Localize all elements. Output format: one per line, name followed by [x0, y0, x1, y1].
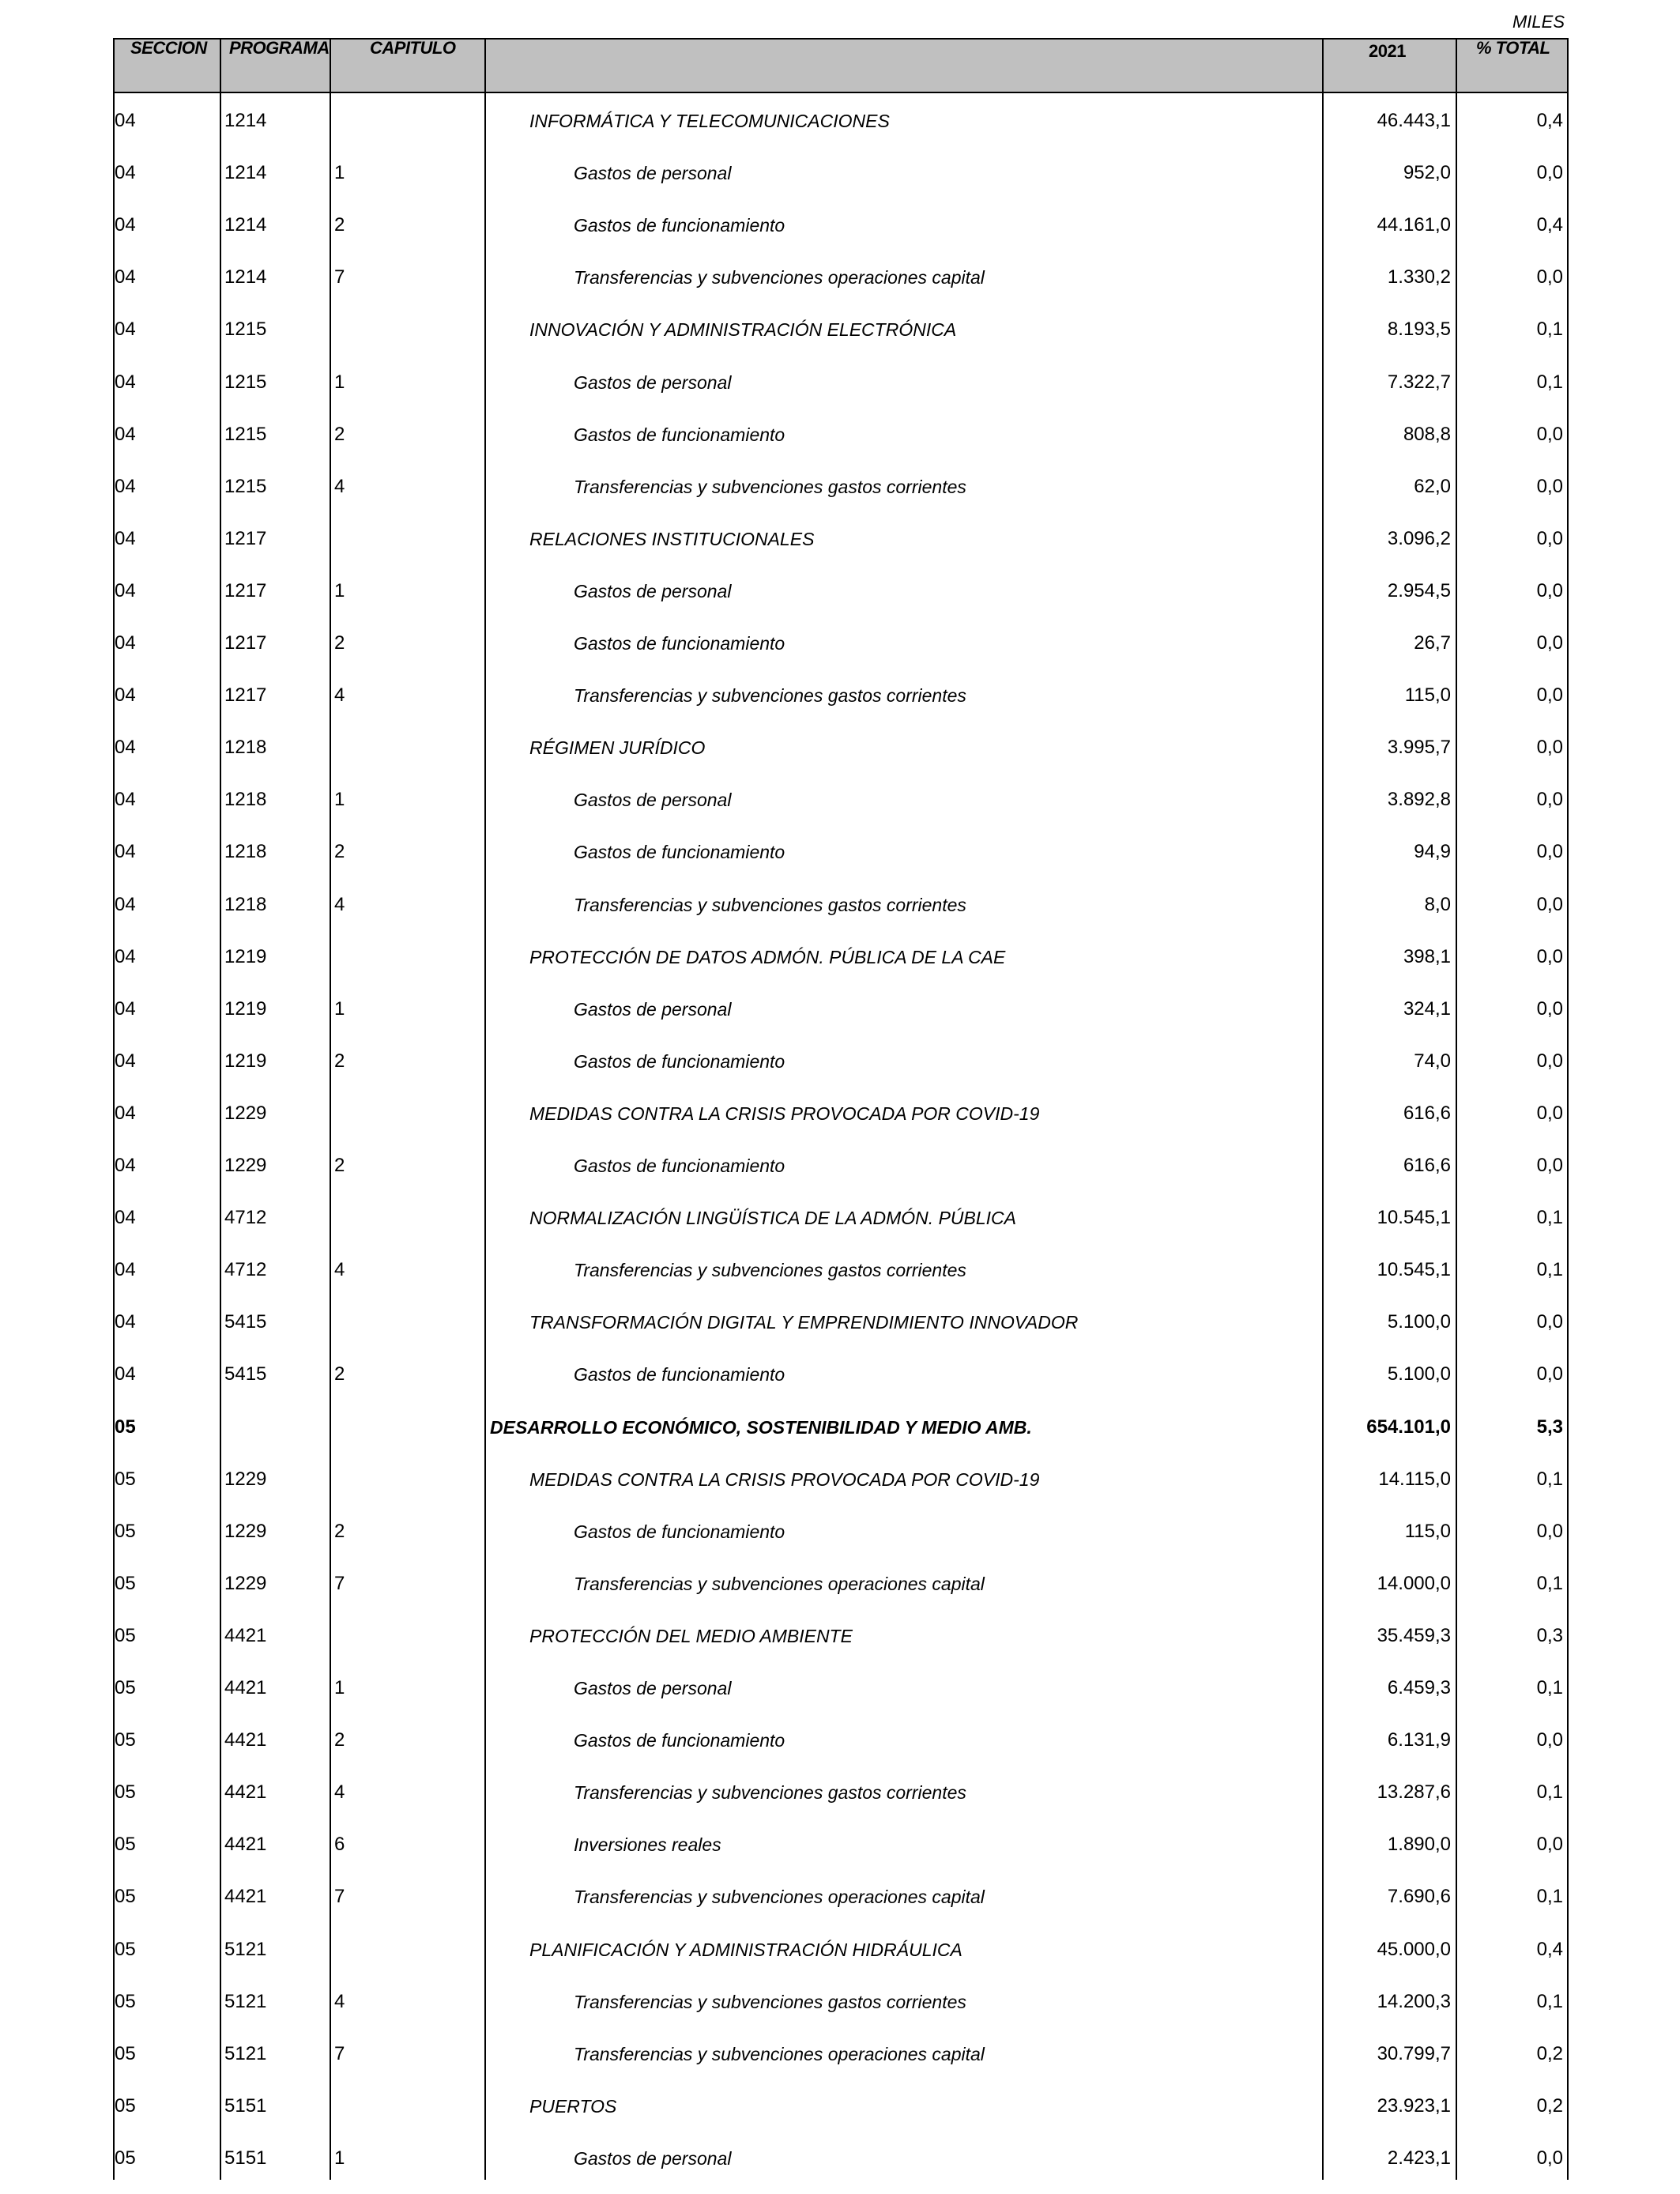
table-row: [0, 722, 1680, 774]
programa-cell: 4712: [224, 1259, 267, 1281]
capitulo-cell: 7: [334, 266, 345, 288]
table-row: [0, 1558, 1680, 1610]
amount-cell: 10.545,1: [1377, 1259, 1451, 1281]
header-capitulo: CAPITULO: [370, 38, 456, 58]
amount-cell: 35.459,3: [1377, 1624, 1451, 1646]
seccion-cell: 04: [115, 319, 136, 341]
programa-cell: 1215: [224, 371, 267, 393]
programa-cell: 5121: [224, 1990, 267, 2012]
seccion-cell: 04: [115, 162, 136, 184]
capitulo-cell: 2: [334, 1155, 345, 1176]
amount-cell: 6.459,3: [1387, 1677, 1451, 1698]
pct-total-cell: 0,0: [1536, 423, 1563, 445]
description-cell: RELACIONES INSTITUCIONALES: [529, 528, 815, 549]
capitulo-cell: 2: [334, 841, 345, 863]
pct-total-cell: 0,0: [1536, 1834, 1563, 1856]
pct-total-cell: 0,0: [1536, 945, 1563, 967]
pct-total-cell: 0,0: [1536, 632, 1563, 654]
description-cell: Gastos de funcionamiento: [574, 1155, 785, 1176]
capitulo-cell: 2: [334, 423, 345, 445]
table-row: [0, 1088, 1680, 1140]
amount-cell: 23.923,1: [1377, 2094, 1451, 2117]
description-cell: RÉGIMEN JURÍDICO: [529, 737, 706, 759]
table-row: [0, 251, 1680, 303]
amount-cell: 26,7: [1414, 632, 1451, 654]
programa-cell: 4421: [224, 1729, 267, 1751]
pct-total-cell: 0,0: [1536, 789, 1563, 811]
capitulo-cell: 1: [334, 2147, 345, 2169]
seccion-cell: 05: [115, 1834, 136, 1856]
programa-cell: 1217: [224, 684, 267, 707]
description-cell: Transferencias y subvenciones operaciones capital: [574, 1573, 985, 1594]
table-row: [0, 983, 1680, 1035]
programa-cell: 1218: [224, 893, 267, 915]
capitulo-cell: 4: [334, 893, 345, 915]
amount-cell: 10.545,1: [1377, 1207, 1451, 1229]
description-cell: Transferencias y subvenciones gastos corrientes: [574, 1991, 966, 2012]
description-cell: Inversiones reales: [574, 1834, 721, 1856]
header-pct-total: % TOTAL: [1476, 38, 1550, 58]
description-cell: Transferencias y subvenciones operaciones capital: [574, 2043, 985, 2064]
table-row: [0, 1140, 1680, 1192]
pct-total-cell: 5,3: [1536, 1416, 1563, 1438]
table-row: [0, 1296, 1680, 1348]
amount-cell: 5.100,0: [1387, 1363, 1451, 1385]
description-cell: Transferencias y subvenciones gastos corrientes: [574, 685, 966, 707]
table-header: [113, 38, 1569, 93]
seccion-cell: 04: [115, 1259, 136, 1281]
capitulo-cell: 4: [334, 1781, 345, 1804]
seccion-cell: 05: [115, 1624, 136, 1646]
pct-total-cell: 0,0: [1536, 527, 1563, 549]
pct-total-cell: 0,0: [1536, 893, 1563, 915]
amount-cell: 1.330,2: [1387, 266, 1451, 288]
seccion-cell: 04: [115, 1050, 136, 1072]
table-row: [0, 826, 1680, 878]
programa-cell: 1229: [224, 1102, 267, 1124]
pct-total-cell: 0,1: [1536, 319, 1563, 341]
description-cell: Gastos de funcionamiento: [574, 424, 785, 445]
description-cell: Transferencias y subvenciones gastos corrientes: [574, 476, 966, 497]
capitulo-cell: 2: [334, 1050, 345, 1072]
description-cell: PROTECCIÓN DE DATOS ADMÓN. PÚBLICA DE LA CAE: [529, 946, 1006, 967]
description-cell: PROTECCIÓN DEL MEDIO AMBIENTE: [529, 1625, 853, 1646]
programa-cell: 4421: [224, 1886, 267, 1908]
amount-cell: 616,6: [1403, 1102, 1451, 1124]
capitulo-cell: 1: [334, 789, 345, 811]
amount-cell: 7.690,6: [1387, 1886, 1451, 1908]
table-row: [0, 1192, 1680, 1244]
programa-cell: 4421: [224, 1834, 267, 1856]
pct-total-cell: 0,0: [1536, 475, 1563, 497]
header-year: 2021: [1369, 41, 1406, 61]
programa-cell: 1214: [224, 214, 267, 236]
capitulo-cell: 2: [334, 214, 345, 236]
programa-cell: 4421: [224, 1677, 267, 1698]
pct-total-cell: 0,1: [1536, 1677, 1563, 1698]
table-row: [0, 1401, 1680, 1453]
pct-total-cell: 0,0: [1536, 997, 1563, 1020]
seccion-cell: 05: [115, 1677, 136, 1698]
capitulo-cell: 1: [334, 579, 345, 601]
description-cell: TRANSFORMACIÓN DIGITAL Y EMPRENDIMIENTO INNOVADOR: [529, 1312, 1079, 1333]
seccion-cell: 04: [115, 789, 136, 811]
seccion-cell: 04: [115, 423, 136, 445]
programa-cell: 1217: [224, 579, 267, 601]
programa-cell: 1217: [224, 632, 267, 654]
pct-total-cell: 0,0: [1536, 1102, 1563, 1124]
description-cell: MEDIDAS CONTRA LA CRISIS PROVOCADA POR COVID-19: [529, 1468, 1040, 1490]
seccion-cell: 04: [115, 475, 136, 497]
pct-total-cell: 0,1: [1536, 1886, 1563, 1908]
amount-cell: 3.096,2: [1387, 527, 1451, 549]
amount-cell: 13.287,6: [1377, 1781, 1451, 1804]
table-row: [0, 1244, 1680, 1296]
capitulo-cell: 2: [334, 1520, 345, 1542]
description-cell: Gastos de personal: [574, 1678, 732, 1698]
table-row: [0, 1348, 1680, 1400]
programa-cell: 1219: [224, 1050, 267, 1072]
table-row: [0, 1924, 1680, 1976]
table-row: [0, 2080, 1680, 2132]
description-cell: INNOVACIÓN Y ADMINISTRACIÓN ELECTRÓNICA: [529, 319, 957, 341]
seccion-cell: 04: [115, 1363, 136, 1385]
description-cell: Gastos de personal: [574, 790, 732, 811]
pct-total-cell: 0,0: [1536, 1363, 1563, 1385]
amount-cell: 115,0: [1404, 1520, 1451, 1542]
table-row: [0, 1976, 1680, 2028]
table-row: [0, 1662, 1680, 1714]
seccion-cell: 05: [115, 1938, 136, 1960]
amount-cell: 30.799,7: [1377, 2042, 1451, 2064]
amount-cell: 952,0: [1403, 162, 1451, 184]
capitulo-cell: 1: [334, 371, 345, 393]
programa-cell: 1214: [224, 110, 267, 131]
description-cell: INFORMÁTICA Y TELECOMUNICACIONES: [529, 111, 890, 131]
pct-total-cell: 0,2: [1536, 2042, 1563, 2064]
pct-total-cell: 0,0: [1536, 737, 1563, 759]
seccion-cell: 04: [115, 1155, 136, 1176]
seccion-cell: 04: [115, 737, 136, 759]
description-cell: DESARROLLO ECONÓMICO, SOSTENIBILIDAD Y MEDIO AMB.: [490, 1416, 1032, 1438]
pct-total-cell: 0,4: [1536, 214, 1563, 236]
description-cell: Gastos de funcionamiento: [574, 1050, 785, 1072]
programa-cell: 1218: [224, 841, 267, 863]
description-cell: Gastos de funcionamiento: [574, 1364, 785, 1385]
amount-cell: 115,0: [1404, 684, 1451, 707]
pct-total-cell: 0,4: [1536, 110, 1563, 131]
table-row: [0, 2132, 1680, 2185]
pct-total-cell: 0,1: [1536, 1207, 1563, 1229]
capitulo-cell: 2: [334, 1363, 345, 1385]
amount-cell: 1.890,0: [1387, 1834, 1451, 1856]
seccion-cell: 04: [115, 632, 136, 654]
capitulo-cell: 4: [334, 684, 345, 707]
seccion-cell: 04: [115, 371, 136, 393]
description-cell: PUERTOS: [529, 2095, 617, 2117]
pct-total-cell: 0,3: [1536, 1624, 1563, 1646]
pct-total-cell: 0,1: [1536, 1468, 1563, 1490]
seccion-cell: 04: [115, 841, 136, 863]
amount-cell: 324,1: [1403, 997, 1451, 1020]
table-row: [0, 461, 1680, 513]
description-cell: Gastos de funcionamiento: [574, 633, 785, 654]
programa-cell: 1229: [224, 1155, 267, 1176]
seccion-cell: 04: [115, 579, 136, 601]
amount-cell: 2.954,5: [1387, 579, 1451, 601]
amount-cell: 8,0: [1424, 893, 1451, 915]
programa-cell: 5121: [224, 1938, 267, 1960]
description-cell: Transferencias y subvenciones gastos corrientes: [574, 894, 966, 915]
programa-cell: 5151: [224, 2147, 267, 2169]
description-cell: Gastos de funcionamiento: [574, 215, 785, 236]
programa-cell: 4712: [224, 1207, 267, 1229]
table-row: [0, 1819, 1680, 1871]
pct-total-cell: 0,0: [1536, 1729, 1563, 1751]
table-row: [0, 356, 1680, 409]
programa-cell: 1229: [224, 1520, 267, 1542]
capitulo-cell: 1: [334, 1677, 345, 1698]
seccion-cell: 05: [115, 1886, 136, 1908]
pct-total-cell: 0,1: [1536, 1259, 1563, 1281]
amount-cell: 616,6: [1403, 1155, 1451, 1176]
pct-total-cell: 0,0: [1536, 2147, 1563, 2169]
table-row: [0, 147, 1680, 199]
amount-cell: 94,9: [1414, 841, 1451, 863]
amount-cell: 46.443,1: [1377, 110, 1451, 131]
table-row: [0, 303, 1680, 356]
programa-cell: 5415: [224, 1311, 267, 1333]
programa-cell: 1219: [224, 997, 267, 1020]
programa-cell: 5121: [224, 2042, 267, 2064]
programa-cell: 1219: [224, 945, 267, 967]
programa-cell: 1229: [224, 1468, 267, 1490]
header-programa: PROGRAMA: [229, 38, 330, 58]
capitulo-cell: 4: [334, 475, 345, 497]
description-cell: Gastos de personal: [574, 580, 732, 601]
seccion-cell: 05: [115, 1729, 136, 1751]
programa-cell: 1215: [224, 319, 267, 341]
capitulo-cell: 6: [334, 1834, 345, 1856]
amount-cell: 5.100,0: [1387, 1311, 1451, 1333]
table-row: [0, 1035, 1680, 1088]
description-cell: Gastos de funcionamiento: [574, 1730, 785, 1751]
amount-cell: 3.995,7: [1387, 737, 1451, 759]
seccion-cell: 04: [115, 893, 136, 915]
pct-total-cell: 0,4: [1536, 1938, 1563, 1960]
programa-cell: 4421: [224, 1624, 267, 1646]
programa-cell: 1229: [224, 1572, 267, 1594]
table-row: [0, 95, 1680, 147]
amount-cell: 6.131,9: [1387, 1729, 1451, 1751]
table-row: [0, 1766, 1680, 1819]
capitulo-cell: 1: [334, 997, 345, 1020]
pct-total-cell: 0,0: [1536, 1050, 1563, 1072]
amount-cell: 3.892,8: [1387, 789, 1451, 811]
units-label: MILES: [1512, 12, 1565, 32]
seccion-cell: 04: [115, 1311, 136, 1333]
programa-cell: 5151: [224, 2094, 267, 2117]
table-row: [0, 409, 1680, 461]
pct-total-cell: 0,1: [1536, 1990, 1563, 2012]
description-cell: Gastos de funcionamiento: [574, 842, 785, 863]
amount-cell: 8.193,5: [1387, 319, 1451, 341]
capitulo-cell: 7: [334, 1886, 345, 1908]
programa-cell: 1215: [224, 475, 267, 497]
seccion-cell: 05: [115, 2094, 136, 2117]
amount-cell: 398,1: [1403, 945, 1451, 967]
seccion-cell: 04: [115, 110, 136, 131]
seccion-cell: 05: [115, 1781, 136, 1804]
amount-cell: 14.200,3: [1377, 1990, 1451, 2012]
capitulo-cell: 7: [334, 2042, 345, 2064]
amount-cell: 44.161,0: [1377, 214, 1451, 236]
pct-total-cell: 0,2: [1536, 2094, 1563, 2117]
description-cell: Transferencias y subvenciones gastos corrientes: [574, 1260, 966, 1281]
table-row: [0, 199, 1680, 251]
seccion-cell: 05: [115, 1416, 136, 1438]
table-row: [0, 617, 1680, 669]
capitulo-cell: 4: [334, 1990, 345, 2012]
description-cell: Gastos de funcionamiento: [574, 1521, 785, 1542]
seccion-cell: 04: [115, 214, 136, 236]
description-cell: NORMALIZACIÓN LINGÜÍSTICA DE LA ADMÓN. PÚBLICA: [529, 1208, 1016, 1229]
description-cell: MEDIDAS CONTRA LA CRISIS PROVOCADA POR COVID-19: [529, 1103, 1040, 1124]
table-row: [0, 931, 1680, 983]
seccion-cell: 04: [115, 684, 136, 707]
pct-total-cell: 0,1: [1536, 1572, 1563, 1594]
seccion-cell: 05: [115, 2042, 136, 2064]
programa-cell: 1218: [224, 737, 267, 759]
programa-cell: 1215: [224, 423, 267, 445]
table-row: [0, 1714, 1680, 1766]
seccion-cell: 05: [115, 2147, 136, 2169]
pct-total-cell: 0,0: [1536, 841, 1563, 863]
programa-cell: 5415: [224, 1363, 267, 1385]
programa-cell: 4421: [224, 1781, 267, 1804]
amount-cell: 7.322,7: [1387, 371, 1451, 393]
table-row: [0, 774, 1680, 826]
seccion-cell: 04: [115, 266, 136, 288]
pct-total-cell: 0,1: [1536, 371, 1563, 393]
pct-total-cell: 0,1: [1536, 1781, 1563, 1804]
seccion-cell: 04: [115, 945, 136, 967]
table-row: [0, 1610, 1680, 1662]
capitulo-cell: 2: [334, 1729, 345, 1751]
capitulo-cell: 4: [334, 1259, 345, 1281]
header-seccion: SECCION: [130, 38, 207, 58]
programa-cell: 1217: [224, 527, 267, 549]
pct-total-cell: 0,0: [1536, 684, 1563, 707]
seccion-cell: 05: [115, 1468, 136, 1490]
programa-cell: 1218: [224, 789, 267, 811]
capitulo-cell: 1: [334, 162, 345, 184]
seccion-cell: 04: [115, 1207, 136, 1229]
seccion-cell: 04: [115, 997, 136, 1020]
amount-cell: 14.000,0: [1377, 1572, 1451, 1594]
table-row: [0, 565, 1680, 617]
amount-cell: 74,0: [1414, 1050, 1451, 1072]
table-row: [0, 1871, 1680, 1923]
amount-cell: 62,0: [1414, 475, 1451, 497]
description-cell: Gastos de personal: [574, 998, 732, 1020]
description-cell: Transferencias y subvenciones operaciones capital: [574, 1887, 985, 1908]
amount-cell: 2.423,1: [1387, 2147, 1451, 2169]
amount-cell: 654.101,0: [1366, 1416, 1451, 1438]
amount-cell: 808,8: [1403, 423, 1451, 445]
table-row: [0, 1453, 1680, 1506]
description-cell: Gastos de personal: [574, 2147, 732, 2169]
description-cell: Gastos de personal: [574, 163, 732, 184]
capitulo-cell: 2: [334, 632, 345, 654]
table-row: [0, 669, 1680, 722]
seccion-cell: 05: [115, 1990, 136, 2012]
table-row: [0, 1506, 1680, 1558]
pct-total-cell: 0,0: [1536, 1520, 1563, 1542]
amount-cell: 14.115,0: [1378, 1468, 1451, 1490]
programa-cell: 1214: [224, 266, 267, 288]
programa-cell: 1214: [224, 162, 267, 184]
seccion-cell: 04: [115, 1102, 136, 1124]
seccion-cell: 05: [115, 1520, 136, 1542]
table-row: [0, 879, 1680, 931]
seccion-cell: 04: [115, 527, 136, 549]
pct-total-cell: 0,0: [1536, 266, 1563, 288]
capitulo-cell: 7: [334, 1572, 345, 1594]
table-row: [0, 2028, 1680, 2080]
description-cell: Transferencias y subvenciones operaciones capital: [574, 267, 985, 288]
pct-total-cell: 0,0: [1536, 579, 1563, 601]
pct-total-cell: 0,0: [1536, 162, 1563, 184]
pct-total-cell: 0,0: [1536, 1311, 1563, 1333]
table-row: [0, 513, 1680, 565]
description-cell: PLANIFICACIÓN Y ADMINISTRACIÓN HIDRÁULICA: [529, 1939, 962, 1960]
pct-total-cell: 0,0: [1536, 1155, 1563, 1176]
amount-cell: 45.000,0: [1377, 1938, 1451, 1960]
description-cell: Transferencias y subvenciones gastos corrientes: [574, 1782, 966, 1804]
description-cell: Gastos de personal: [574, 371, 732, 393]
seccion-cell: 05: [115, 1572, 136, 1594]
